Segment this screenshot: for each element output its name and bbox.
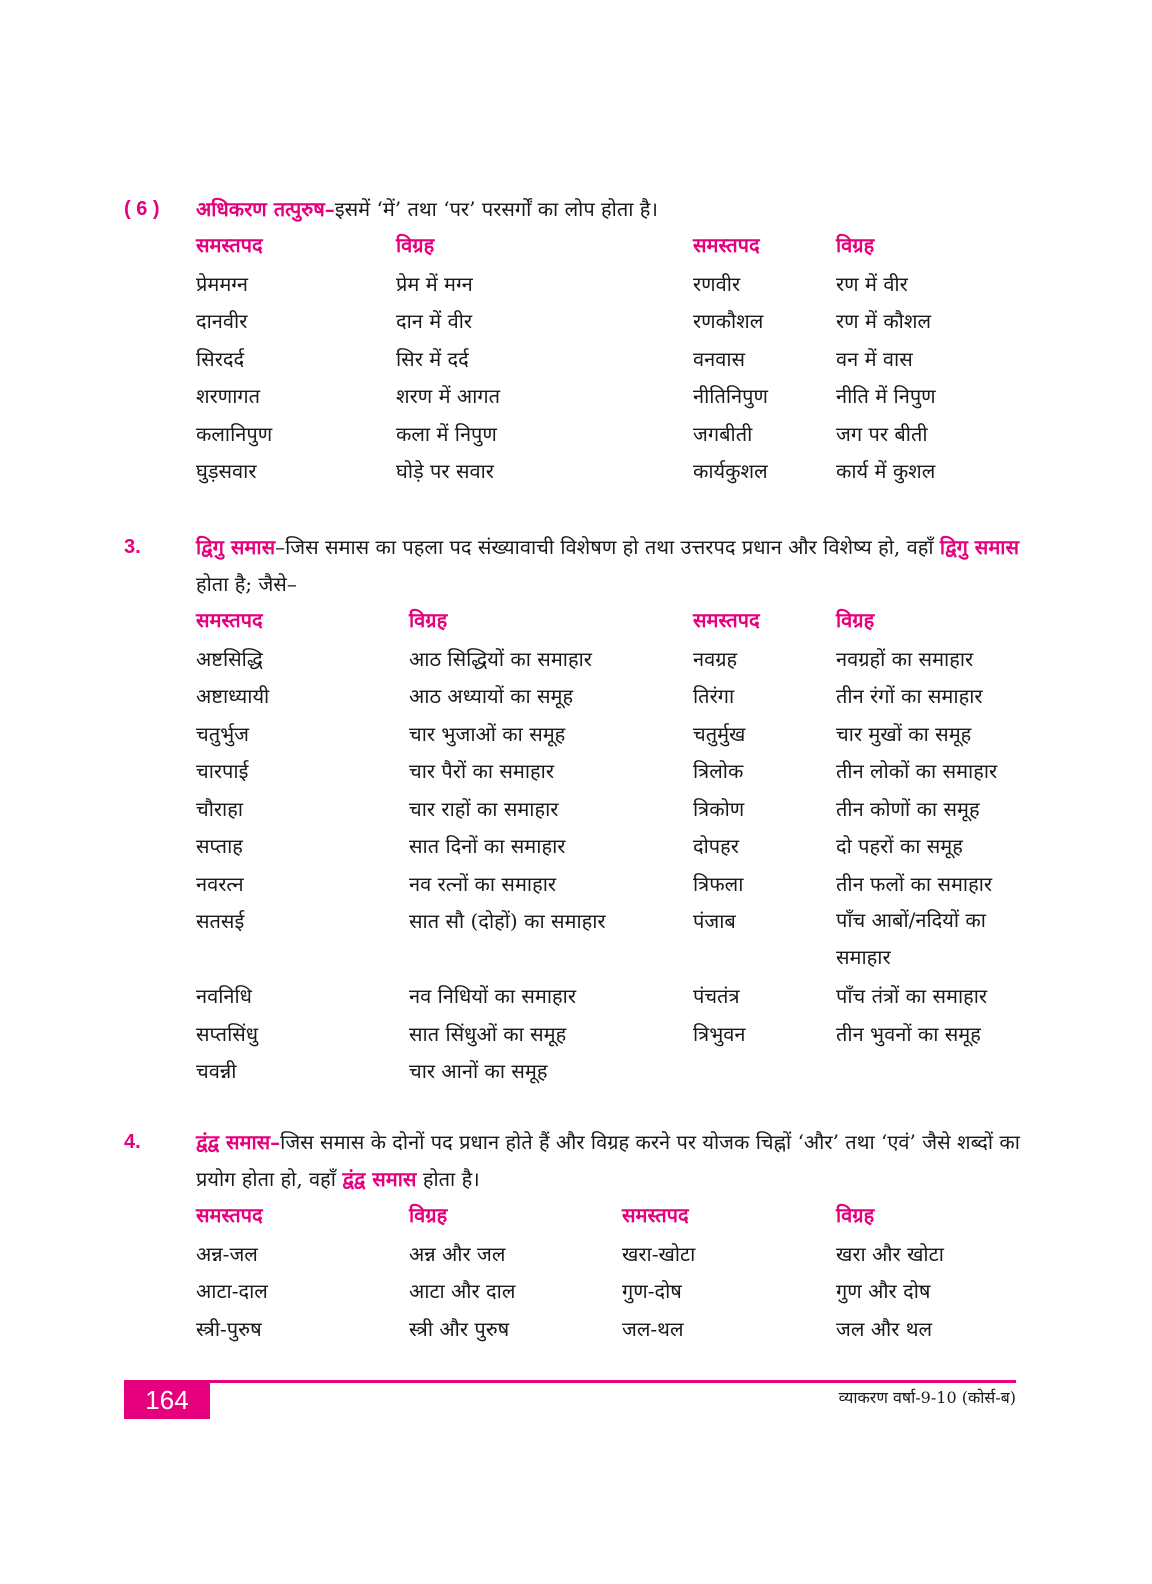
footer-divider [124,1380,1016,1383]
vigrah-cell: पाँच आबों/नदियों का समाहार [836,908,986,969]
samastpad-cell: रणकौशल [693,309,764,333]
samastpad-cell: कलानिपुण [196,421,273,446]
table-row [196,722,1046,760]
vigrah-cell: तीन कोणों का समूह [836,796,980,821]
samastpad-cell: जल-थल [622,1316,684,1341]
samastpad-cell: त्रिभुवन [693,1021,746,1046]
header-samastpad: समस्तपद [693,235,760,257]
samastpad-cell: त्रिलोक [693,759,744,783]
vigrah-cell: प्रेम में मग्न [396,271,473,296]
section-highlight: द्वंद्व समास [342,1167,417,1191]
vigrah-cell: घोड़े पर सवार [396,459,494,483]
vigrah-cell: चार राहों का समाहार [409,796,559,821]
samastpad-cell: अष्टाध्यायी [196,684,270,708]
table-row [196,1242,1046,1280]
section-description: जिस समास के दोनों पद प्रधान होते हैं और विग्रह करने पर योजक चिह्नों ‘और’ तथा ‘एवं’ जैसे शब्दों का प्रयोग होता हो, वहाँ [196,1130,1020,1191]
table-row [196,309,1046,347]
section-number: 4. [124,1131,141,1153]
samastpad-cell: तिरंगा [693,684,735,708]
samastpad-cell: त्रिकोण [693,796,745,821]
table-row [196,384,1046,422]
section-title: अधिकरण तत्पुरुष– [196,197,335,221]
vigrah-cell: कला में निपुण [396,421,497,446]
header-vigrah: विग्रह [836,610,875,632]
samastpad-cell: सतसई [196,909,245,933]
samastpad-cell: अष्टसिद्धि [196,646,263,671]
table-row [196,647,1046,685]
table-header-row [196,609,1046,647]
header-vigrah: विग्रह [396,235,435,257]
header-samastpad: समस्तपद [196,235,263,257]
table-row [196,459,1046,497]
samastpad-cell: नीतिनिपुण [693,384,768,408]
vigrah-cell: शरण में आगत [396,384,501,408]
section-heading [196,191,1036,228]
vigrah-cell: आठ सिद्धियों का समाहार [409,646,592,671]
vigrah-cell: जग पर बीती [836,421,928,446]
book-title: व्याकरण वर्षा-9-10 (कोर्स-ब) [838,1388,1016,1407]
samastpad-cell: प्रेममग्न [196,271,249,296]
samastpad-cell: पंचतंत्र [693,984,740,1008]
vigrah-cell: दान में वीर [396,309,473,333]
header-vigrah: विग्रह [836,1205,875,1227]
vigrah-cell: चार भुजाओं का समूह [409,721,566,746]
table-row [196,1279,1046,1317]
samastpad-cell: चतुर्भुज [196,721,249,746]
vigrah-cell: तीन फलों का समाहार [836,871,993,896]
vigrah-cell: दो पहरों का समूह [836,834,963,858]
section-heading [196,1124,1036,1198]
table-row [196,797,1046,835]
vigrah-cell: रण में वीर [836,271,908,296]
table-row [196,272,1046,310]
table-row [196,834,1046,872]
vigrah-cell: सिर में दर्द [396,346,469,371]
vigrah-cell: आठ अध्यायों का समूह [409,684,574,708]
section-description: इसमें ‘में’ तथा ‘पर’ परसर्गों का लोप होता है। [334,197,658,221]
header-vigrah: विग्रह [409,1205,448,1227]
samastpad-cell: अन्न-जल [196,1241,258,1266]
samas-table [196,234,1046,497]
samastpad-cell: पंजाब [693,909,736,933]
section-number: 3. [124,536,141,558]
samastpad-cell: नवग्रह [693,646,738,671]
vigrah-cell: गुण और दोष [836,1279,931,1303]
section-title: द्विगु समास [196,535,276,559]
samastpad-cell: जगबीती [693,421,753,446]
samas-table [196,1204,1046,1354]
vigrah-cell: जल और थल [836,1316,933,1341]
vigrah-cell: तीन भुवनों का समूह [836,1021,981,1046]
vigrah-cell: सात सौ (दोहों) का समाहार [409,909,606,933]
header-samastpad: समस्तपद [622,1205,689,1227]
header-vigrah: विग्रह [409,610,448,632]
section-highlight: द्विगु समास [939,535,1019,559]
samastpad-cell: कार्यकुशल [693,459,768,483]
table-row [196,347,1046,385]
section-number: ( 6 ) [124,198,160,220]
vigrah-cell: पाँच तंत्रों का समाहार [836,984,988,1008]
samastpad-cell: चवन्नी [196,1059,237,1083]
vigrah-cell: आटा और दाल [409,1279,516,1303]
samastpad-cell: चतुर्मुख [693,721,746,746]
samastpad-cell: वनवास [693,346,746,371]
header-samastpad: समस्तपद [196,1205,263,1227]
samastpad-cell: रणवीर [693,271,741,296]
vigrah-cell: नीति में निपुण [836,384,936,408]
table-row [196,1059,1046,1097]
samastpad-cell: स्त्री-पुरुष [196,1316,262,1341]
samastpad-cell: दानवीर [196,309,248,333]
samastpad-cell: चौराहा [196,796,244,821]
section-description: –जिस समास का पहला पद संख्यावाची विशेषण हो तथा उत्तरपद प्रधान और विशेष्य हो, वहाँ [275,535,940,559]
samastpad-cell: गुण-दोष [622,1279,682,1303]
table-row [196,1317,1046,1355]
vigrah-cell: खरा और खोटा [836,1241,944,1266]
vigrah-cell: तीन रंगों का समाहार [836,684,983,708]
vigrah-cell: अन्न और जल [409,1241,506,1266]
vigrah-cell: रण में कौशल [836,309,932,333]
samas-table [196,609,1046,1097]
header-samastpad: समस्तपद [196,610,263,632]
samastpad-cell: खरा-खोटा [622,1241,696,1266]
vigrah-cell: स्त्री और पुरुष [409,1316,510,1341]
table-row [196,422,1046,460]
table-header-row [196,234,1046,272]
samastpad-cell: सप्तसिंधु [196,1021,259,1046]
section-description-end: होता है। [416,1167,480,1191]
samastpad-cell: नवरत्न [196,871,244,896]
header-vigrah: विग्रह [836,235,875,257]
samastpad-cell: शरणागत [196,384,261,408]
vigrah-cell: नव रत्नों का समाहार [409,871,557,896]
vigrah-cell: नवग्रहों का समाहार [836,646,974,671]
table-row [196,684,1046,722]
vigrah-cell: कार्य में कुशल [836,459,936,483]
vigrah-cell: सात सिंधुओं का समूह [409,1021,567,1046]
header-samastpad: समस्तपद [693,610,760,632]
samastpad-cell: सिरदर्द [196,346,245,371]
vigrah-cell: चार मुखों का समूह [836,721,972,746]
table-row [196,759,1046,797]
table-row [196,984,1046,1022]
samastpad-cell: चारपाई [196,759,249,783]
samastpad-cell: आटा-दाल [196,1279,268,1303]
table-header-row [196,1204,1046,1242]
table-row [196,909,1046,984]
vigrah-cell: सात दिनों का समाहार [409,834,566,858]
samastpad-cell: घुड़सवार [196,459,257,483]
page-number: 164 [124,1381,210,1419]
table-row [196,1022,1046,1060]
samastpad-cell: नवनिधि [196,984,252,1008]
section-description-end: होता है; जैसे– [196,572,297,596]
vigrah-cell: चार आनों का समूह [409,1059,548,1083]
vigrah-cell: वन में वास [836,346,913,371]
vigrah-cell: चार पैरों का समाहार [409,759,555,783]
vigrah-cell: तीन लोकों का समाहार [836,759,998,783]
vigrah-cell: नव निधियों का समाहार [409,984,577,1008]
section-title: द्वंद्व समास– [196,1130,281,1154]
samastpad-cell: त्रिफला [693,871,744,896]
section-heading [196,529,1036,603]
samastpad-cell: सप्ताह [196,834,243,858]
samastpad-cell: दोपहर [693,834,739,858]
